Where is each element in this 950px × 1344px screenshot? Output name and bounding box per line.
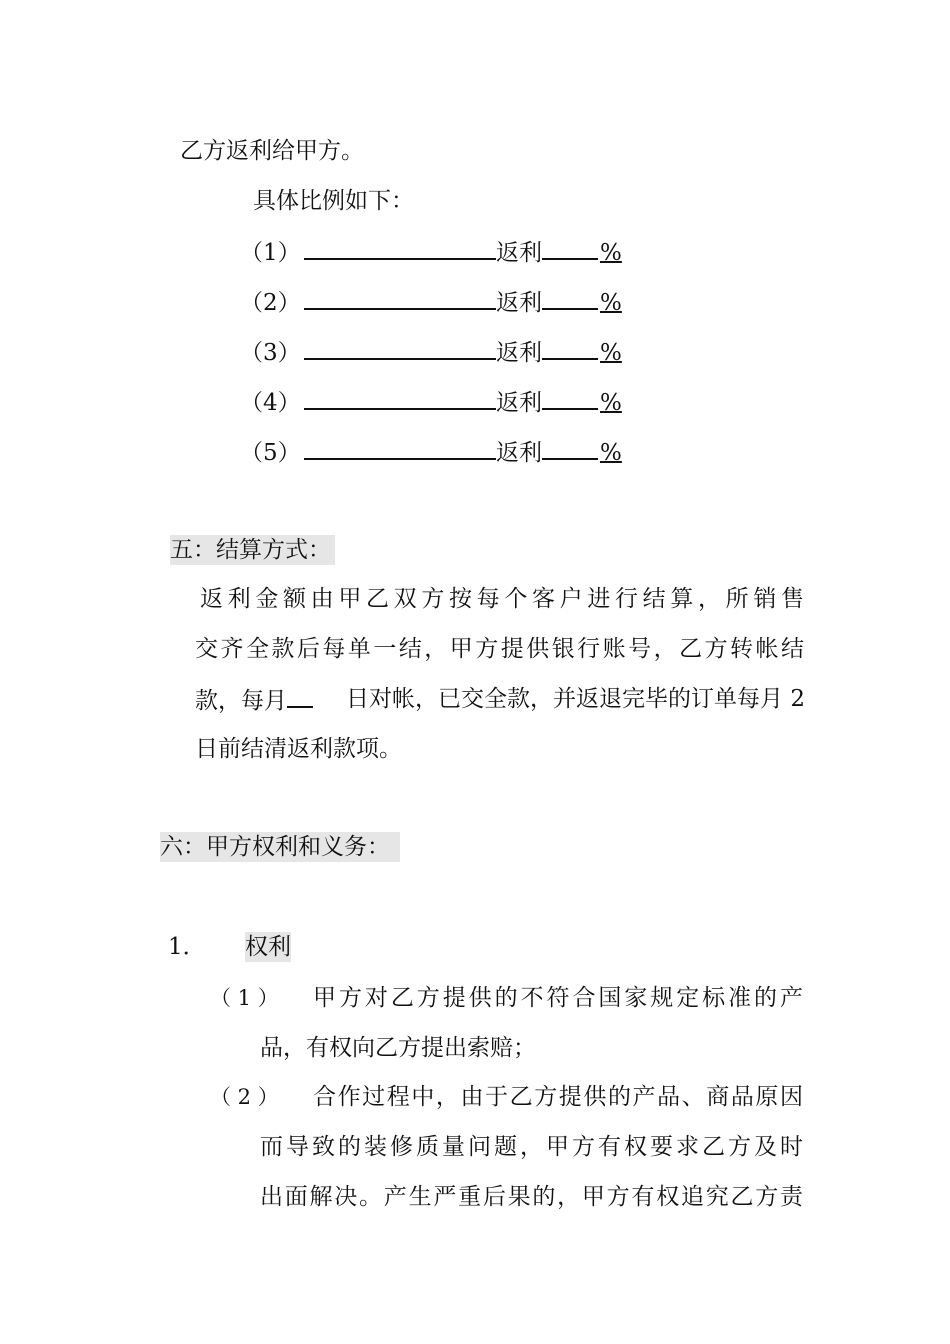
- ratio-row-number: （1）: [240, 240, 301, 266]
- ratio-label: 返利: [496, 340, 542, 366]
- section-5-line-2: 交齐全款后每单一结，甲方提供银行账号，乙方转帐结: [195, 636, 804, 662]
- sub-item-2-line-1: 合作过程中，由于乙方提供的产品、商品原因: [313, 1084, 803, 1110]
- percent-sign: %: [600, 440, 622, 466]
- section-5-line-3-start: 款，每月: [195, 684, 313, 716]
- section-5-heading: 五：结算方式：: [170, 535, 335, 565]
- ratio-row-number: （4）: [240, 390, 301, 416]
- sub-item-2-line-2: 而导致的装修质量问题，甲方有权要求乙方及时: [260, 1134, 803, 1160]
- section-5-line-1: 返利金额由甲乙双方按每个客户进行结算，所销售: [200, 586, 804, 612]
- percent-sign: %: [600, 390, 622, 416]
- ratio-label: 返利: [496, 440, 542, 466]
- ratio-row-number: （3）: [240, 340, 301, 366]
- sub-item-1-line-2: 品，有权向乙方提出索赔；: [260, 1035, 536, 1061]
- ratio-label: 返利: [496, 390, 542, 416]
- ratio-item-blank: [304, 284, 496, 310]
- ratio-row: [240, 284, 622, 318]
- ratio-item-blank: [304, 334, 496, 360]
- ratio-row: [240, 234, 622, 268]
- sub-item-number: （ 2 ）: [210, 1085, 279, 1109]
- sub-item-2-line-3: 出面解决。产生严重后果的，甲方有权追究乙方责: [260, 1184, 803, 1210]
- item-title-rights: 权利: [245, 934, 291, 960]
- section-5-line-3: [195, 684, 805, 716]
- day-blank: [287, 684, 313, 708]
- ratio-row-number: （5）: [240, 440, 301, 466]
- ratio-percent-blank: [542, 284, 598, 310]
- ratio-percent-blank: [542, 384, 598, 410]
- item-number: 1．: [168, 934, 206, 960]
- ratio-row: [240, 384, 622, 418]
- percent-sign: %: [600, 340, 622, 366]
- section-5-line-4: 日前结清返利款项。: [195, 736, 402, 762]
- ratio-percent-blank: [542, 334, 598, 360]
- section-6-heading: 六：甲方权利和义务：: [160, 832, 400, 862]
- section-5-line-3-end: 日对帐，已交全款，并返退完毕的订单每月 2: [346, 686, 805, 712]
- ratio-item-blank: [304, 384, 496, 410]
- intro-line-1: 乙方返利给甲方。: [180, 138, 364, 164]
- ratio-item-blank: [304, 434, 496, 460]
- sub-item-1-line-1: 甲方对乙方提供的不符合国家规定标准的产: [313, 985, 803, 1011]
- ratio-percent-blank: [542, 234, 598, 260]
- ratio-percent-blank: [542, 434, 598, 460]
- sub-item-number: （ 1 ）: [210, 986, 279, 1010]
- ratio-item-blank: [304, 234, 496, 260]
- ratio-label: 返利: [496, 240, 542, 266]
- percent-sign: %: [600, 290, 622, 316]
- ratio-row: [240, 334, 622, 368]
- ratio-label: 返利: [496, 290, 542, 316]
- ratio-row-number: （2）: [240, 290, 301, 316]
- percent-sign: %: [600, 240, 622, 266]
- ratio-row: [240, 434, 622, 468]
- intro-line-2: 具体比例如下：: [253, 188, 414, 214]
